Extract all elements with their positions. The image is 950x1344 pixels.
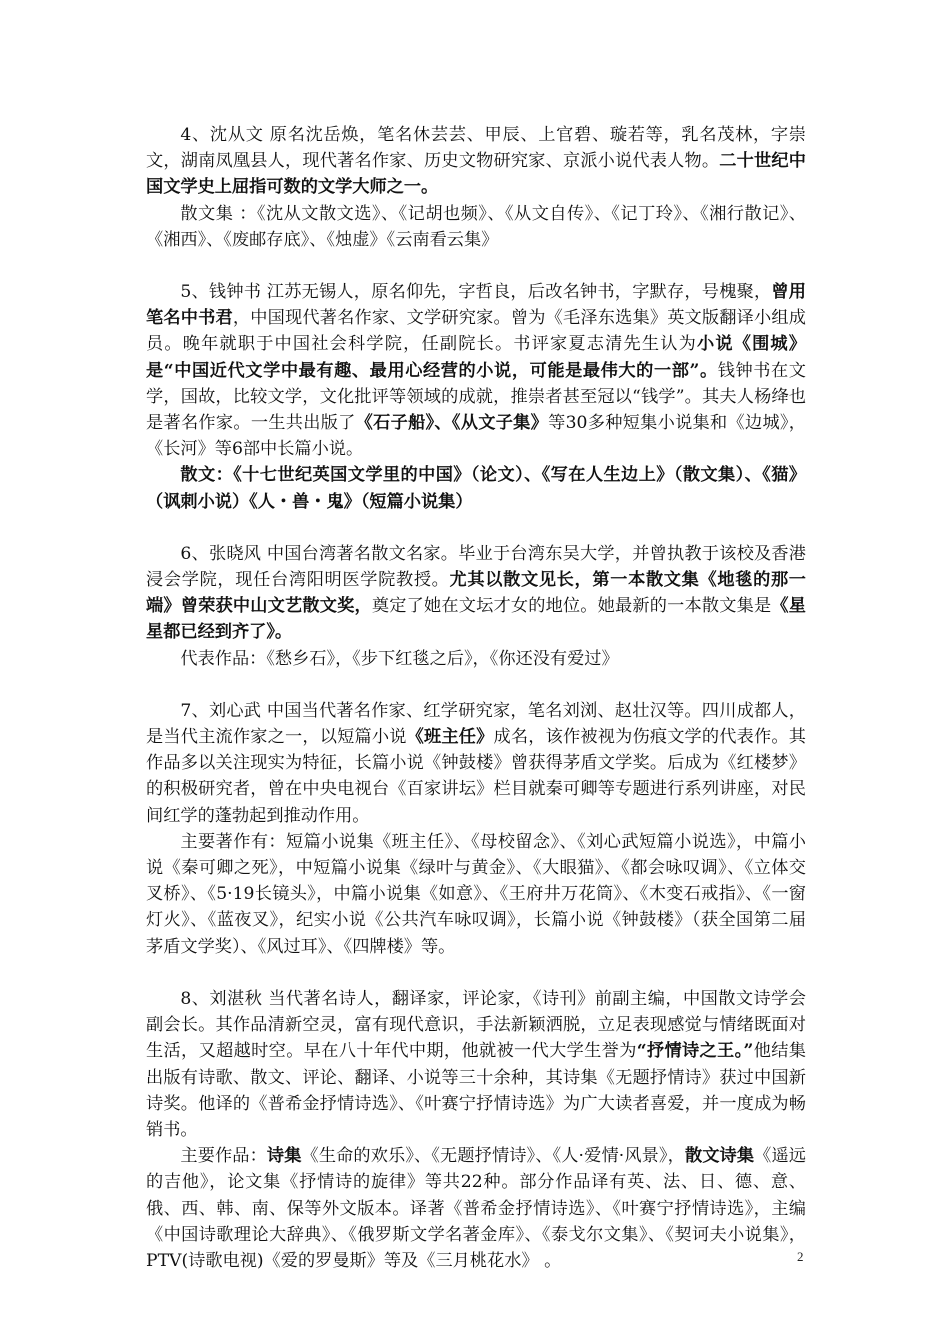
text-run: 8、刘湛秋 当代著名诗人，翻译家，评论家，《诗刊》前副主编，中国散文诗学会副会长。其作品清新空灵，富有现代意识，手法新颖洒脱，立足表现感觉与情绪既面对生活，又超越时空。早在八十年代中期，他就被一代大学生誉为 [146,988,806,1062]
page-body [146,122,806,1274]
bold-text-run: 尤其以散文见长，第一本散文集《地毯的那一端》曾荣获中山文艺散文奖， [146,570,806,617]
text-run: 代表作品：《愁乡石》，《步下红毯之后》，《你还没有爱过》 [180,648,619,669]
paragraph [146,646,806,672]
bold-text-run: 二十世纪中国文学史上屈指可数的文学大师之一。 [146,151,806,198]
paragraph [146,698,806,829]
section-gap [146,515,806,541]
text-run: 主要作品： [180,1146,267,1167]
text-run: 主要著作有：短篇小说集《班主任》、《母校留念》、《刘心武短篇小说选》，中篇小说《秦可卿之死》，中短篇小说集《绿叶与黄金》、《大眼猫》、《都会咏叹调》、《立体交叉桥》、《5·19长镜头》，中篇小说集《如意》、《王府井万花筒》、《木变石戒指》、《一窗灯火》、《蓝夜叉》，纪实小说《公共汽车咏叹调》，长篇小说《钟鼓楼》（获全国第二届茅盾文学奖）、《风过耳》、《四牌楼》等。 [146,831,806,957]
page-number: 2 [797,1249,804,1264]
text-run: 《遥远的吉他》，论文集《抒情诗的旋律》等共22种。部分作品译有英、法、日、德、意、俄、西、韩、南、保等外文版本。译著《普希金抒情诗选》、《叶赛宁抒情诗选》，主编《中国诗歌理论大辞典》、《俄罗斯文学名著金库》、《泰戈尔文集》、《契诃夫小说集》，PTV(诗歌电视)《爱的罗曼斯》等及《三月桃花水》 。 [146,1146,806,1271]
author-section [146,986,806,1274]
text-run: 奠定了她在文坛才女的地位。她最新的一本散文集是 [371,596,772,617]
text-run: ，中国现代著名作家、文学研究家。曾为《毛泽东选集》英文版翻译小组成员。晚年就职于中国社会科学院，任副院长。书评家夏志清先生认为 [146,308,806,355]
section-gap [146,960,806,986]
text-run: 《生命的欢乐》、《无题抒情诗》、《人·爱情·风景》， [301,1146,685,1167]
author-section [146,698,806,960]
bold-text-run: 小说《围城》是“中国近代文学中最有趣、最用心经营的小说，可能是最伟大的一部”。 [146,334,806,381]
bold-text-run: 曾用笔名中书君 [146,282,806,329]
text-run: 钱钟书在文学，国故，比较文学，文化批评等领域的成就，推崇者甚至冠以“钱学”。其夫人杨绛也是著名作家。一生共出版了 [146,360,806,434]
text-run: 等30多种短集小说集和《边城》，《长河》等6部中长篇小说。 [146,413,806,460]
author-section [146,279,806,515]
paragraph [146,122,806,201]
text-run: 他结集出版有诗歌、散文、评论、翻译、小说等三十余种，其诗集《无题抒情诗》获过中国新诗奖。他译的《普希金抒情诗选》、《叶赛宁抒情诗选》为广大读者喜爱，并一度成为畅销书。 [146,1041,806,1140]
paragraph [146,279,806,462]
section-gap [146,253,806,279]
section-gap [146,672,806,698]
bold-text-run: 《星星都已经到齐了》。 [146,596,806,643]
bold-text-run: 散文：《十七世纪英国文学里的中国》（论文）、《写在人生边上》（散文集）、《猫》（讽刺小说）《人・兽・鬼》（短篇小说集） [146,465,806,512]
text-run: 散文集 ：《沈从文散文选》、《记胡也频》、《从文自传》、《记丁玲》、《湘行散记》、《湘西》、《废邮存底》、《烛虚》《云南看云集》 [146,203,806,250]
bold-text-run: “抒情诗之王。” [636,1041,754,1062]
text-run: 5、钱钟书 江苏无锡人，原名仰先，字哲良，后改名钟书，字默存，号槐聚， [180,282,772,303]
bold-text-run: 诗集 [266,1146,302,1167]
bold-text-run: 《石子船》、《从文子集》 [355,413,549,434]
text-run: 6、张晓风 中国台湾著名散文名家。毕业于台湾东吴大学，并曾执教于该校及香港浸会学院，现任台湾阳明医学院教授。 [146,543,806,591]
text-run: 4、沈从文 原名沈岳焕，笔名休芸芸、甲辰、上官碧、璇若等，乳名茂林，字崇文，湖南凤凰县人，现代著名作家、历史文物研究家、京派小说代表人物。 [146,125,806,172]
paragraph [146,541,806,646]
author-section [146,122,806,253]
paragraph [146,986,806,1143]
paragraph [146,462,806,514]
bold-text-run: 《班主任》 [406,727,494,748]
author-section [146,541,806,672]
text-run: 成名，该作被视为伤痕文学的代表作。其作品多以关注现实为特征，长篇小说《钟鼓楼》曾获得茅盾文学奖。后成为《红楼梦》的积极研究者，曾在中央电视台《百家讲坛》栏目就秦可卿等专题进行系列讲座，对民间红学的蓬勃起到推动作用。 [146,727,806,826]
paragraph [146,201,806,253]
paragraph [146,1143,806,1274]
text-run: 7、刘心武 中国当代著名作家、红学研究家，笔名刘浏、赵壮汉等。四川成都人，是当代主流作家之一，以短篇小说 [146,700,806,748]
bold-text-run: 散文诗集 [684,1146,755,1167]
paragraph [146,829,806,960]
